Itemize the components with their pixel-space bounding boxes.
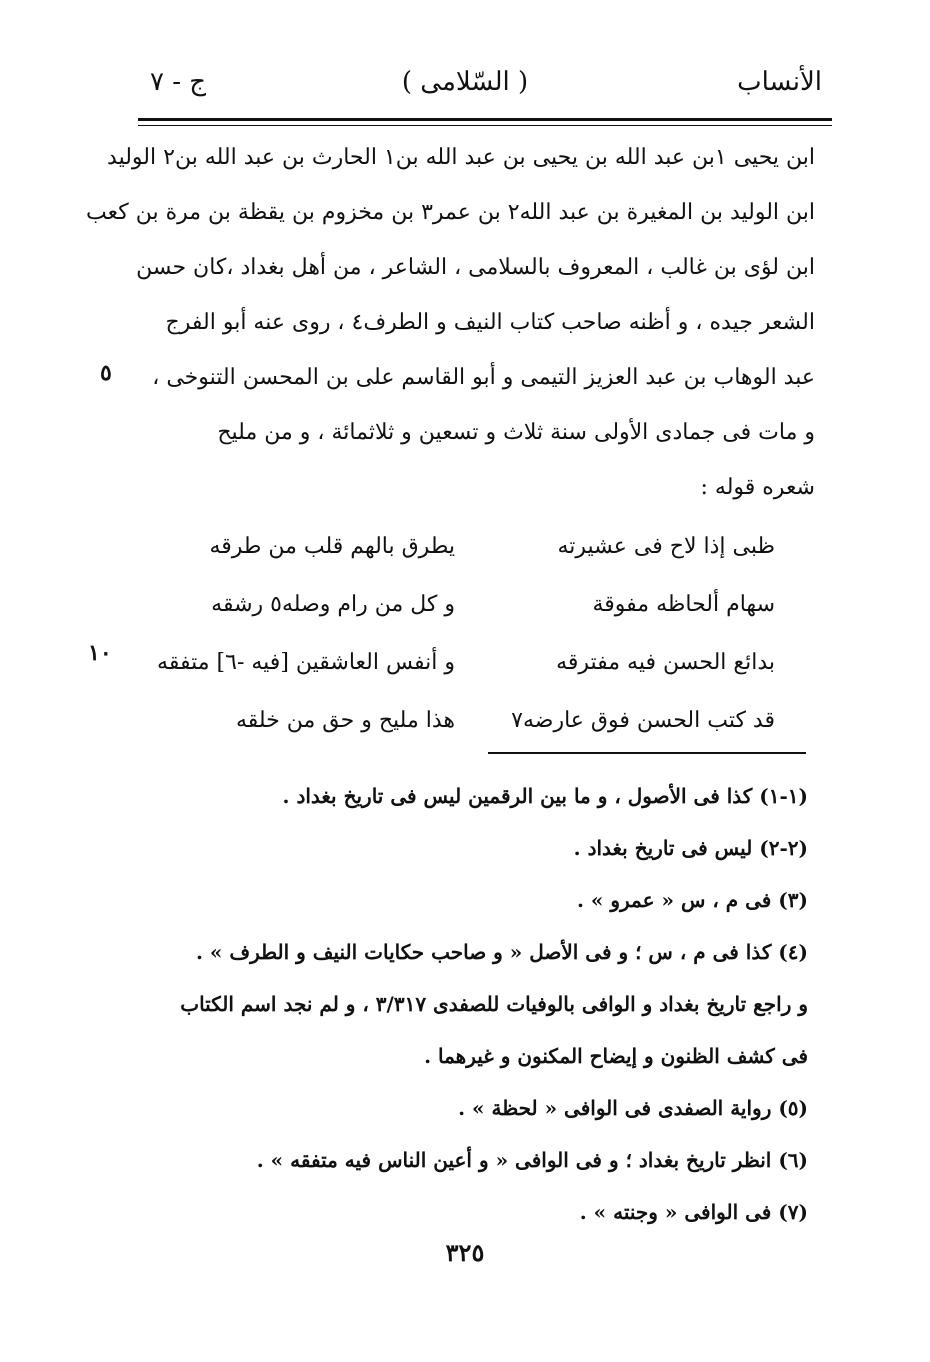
header-rule-thick (138, 118, 832, 121)
running-head-entry: ( السّلامى ) (401, 67, 529, 97)
verse-first-hemistich: ظبى إذا لاح فى عشيرته (557, 534, 775, 559)
text-line: ابن يحيى ١بن عبد الله بن يحيى بن عبد الله بن١ الحارث بن عبد الله بن٢ الوليد (107, 145, 815, 170)
entry-text (86, 130, 815, 515)
text-line: ابن الوليد بن المغيرة بن عبد الله٢ بن عمر٣ بن مخزوم بن يقظة بن مرة بن كعب (86, 200, 815, 225)
verse (155, 576, 775, 634)
verse-first-hemistich: قد كتب الحسن فوق عارضه٧ (511, 708, 775, 733)
running-head-book-title: الأنساب (737, 67, 822, 97)
text-line: و مات فى جمادى الأولى سنة ثلاث و تسعين و ثلاثمائة ، و من مليح (217, 420, 815, 445)
running-head-volume: ج - ٧ (150, 67, 207, 97)
footnote: (٧) فى الوافى « وجنته » . (579, 1200, 808, 1224)
footnotes (108, 770, 808, 1238)
text-line: شعره قوله : (700, 475, 815, 500)
verse-first-hemistich: بدائع الحسن فيه مفترقه (556, 650, 775, 675)
verse-second-hemistich: و أنفس العاشقين [فيه -٦] متفقه (157, 650, 455, 675)
verse-second-hemistich: يطرق بالهم قلب من طرقه (209, 534, 455, 559)
footnote: (٤) كذا فى م ، س ؛ و فى الأصل « و صاحب حكايات النيف و الطرف » . (195, 940, 808, 964)
footnote: (١-١) كذا فى الأصول ، و ما بين الرقمين ليس فى تاريخ بغداد . (282, 784, 808, 808)
page-number: ٣٢٥ (445, 1238, 485, 1267)
header-rule-thin (138, 125, 832, 126)
footnote: (٦) انظر تاريخ بغداد ؛ و فى الوافى « و أعين الناس فيه متفقه » . (256, 1148, 808, 1172)
footnote: (٥) رواية الصفدى فى الوافى « لحظة » . (458, 1096, 808, 1120)
line-number-10: ١٠ (88, 640, 112, 666)
footnote-separator (488, 752, 806, 754)
text-line: عبد الوهاب بن عبد العزيز التيمى و أبو القاسم على بن المحسن التنوخى ، (152, 365, 815, 390)
verse-second-hemistich: هذا مليح و حق من خلقه (235, 708, 455, 733)
text-line: ابن لؤى بن غالب ، المعروف بالسلامى ، الشاعر ، من أهل بغداد ،كان حسن (136, 255, 815, 280)
poem (155, 518, 775, 750)
verse (155, 518, 775, 576)
footnote: فى كشف الظنون و إيضاح المكنون و غيرهما . (424, 1044, 808, 1068)
verse-first-hemistich: سهام ألحاظه مفوقة (592, 592, 775, 617)
text-line: الشعر جيده ، و أظنه صاحب كتاب النيف و الطرف٤ ، روى عنه أبو الفرج (165, 310, 815, 335)
footnote: (٢-٢) ليس فى تاريخ بغداد . (573, 836, 808, 860)
verse (155, 634, 775, 692)
footnote: (٣) فى م ، س « عمرو » . (576, 888, 808, 912)
line-number-5: ٥ (100, 360, 112, 386)
verse (155, 692, 775, 750)
verse-second-hemistich: و كل من رام وصله٥ رشقه (211, 592, 455, 617)
footnote: و راجع تاريخ بغداد و الوافى بالوفيات للصفدى ٣/٣١٧ ، و لم نجد اسم الكتاب (180, 992, 808, 1016)
